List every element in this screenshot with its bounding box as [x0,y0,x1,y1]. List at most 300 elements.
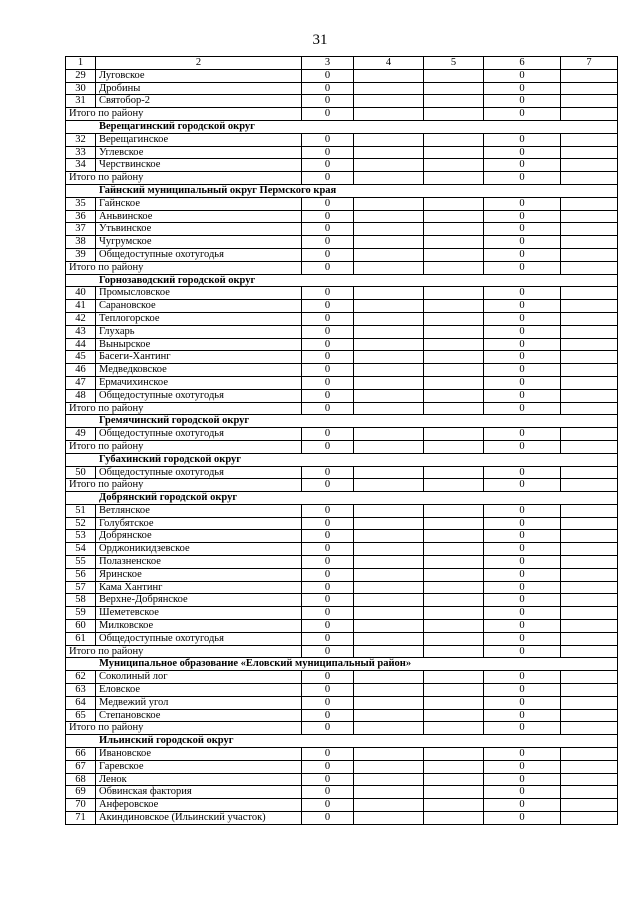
value-col-3: 0 [302,389,354,402]
hunting-grounds-table [65,56,618,825]
value-col-3: 0 [302,760,354,773]
value-col-6: 0 [484,159,561,172]
area-name: Черствинское [96,159,302,172]
value-col-7 [561,146,618,159]
value-col-3: 0 [302,248,354,261]
row-number: 52 [66,517,96,530]
value-col-7 [561,786,618,799]
value-col-4 [354,338,424,351]
total-col-3: 0 [302,645,354,658]
section-title: Добрянский городской округ [66,492,618,505]
value-col-7 [561,82,618,95]
value-col-3: 0 [302,325,354,338]
total-label: Итого по району [66,440,302,453]
value-col-6: 0 [484,351,561,364]
table-row [66,223,618,236]
value-col-3: 0 [302,69,354,82]
row-number: 66 [66,748,96,761]
area-name: Теплогорское [96,312,302,325]
table-row [66,466,618,479]
table-row [66,376,618,389]
section-title: Верещагинский городской округ [66,120,618,133]
value-col-7 [561,69,618,82]
section-header-row [66,735,618,748]
value-col-5 [424,389,484,402]
table-row [66,389,618,402]
value-col-6: 0 [484,338,561,351]
value-col-5 [424,351,484,364]
column-header: 3 [302,57,354,70]
row-number: 30 [66,82,96,95]
value-col-3: 0 [302,82,354,95]
table-row [66,287,618,300]
table-row [66,504,618,517]
table-row [66,159,618,172]
value-col-3: 0 [302,556,354,569]
row-number: 34 [66,159,96,172]
value-col-5 [424,146,484,159]
value-col-4 [354,517,424,530]
value-col-5 [424,504,484,517]
value-col-6: 0 [484,620,561,633]
value-col-6: 0 [484,568,561,581]
value-col-4 [354,786,424,799]
column-header: 4 [354,57,424,70]
value-col-5 [424,133,484,146]
value-col-7 [561,428,618,441]
table-row [66,338,618,351]
total-col-6: 0 [484,722,561,735]
area-name: Медвежий угол [96,696,302,709]
value-col-5 [424,556,484,569]
area-name: Луговское [96,69,302,82]
value-col-5 [424,594,484,607]
value-col-3: 0 [302,210,354,223]
value-col-5 [424,696,484,709]
area-name: Промысловское [96,287,302,300]
area-name: Глухарь [96,325,302,338]
value-col-5 [424,95,484,108]
value-col-4 [354,197,424,210]
table-row [66,594,618,607]
value-col-6: 0 [484,760,561,773]
value-col-6: 0 [484,133,561,146]
table-row [66,568,618,581]
table-row [66,69,618,82]
value-col-3: 0 [302,696,354,709]
value-col-4 [354,709,424,722]
area-name: Ивановское [96,748,302,761]
value-col-4 [354,504,424,517]
value-col-4 [354,351,424,364]
value-col-5 [424,760,484,773]
value-col-6: 0 [484,773,561,786]
value-col-7 [561,95,618,108]
table-row [66,709,618,722]
value-col-6: 0 [484,364,561,377]
area-name: Ветлянское [96,504,302,517]
value-col-4 [354,760,424,773]
table-body [66,69,618,824]
section-title: Губахинский городской округ [66,453,618,466]
value-col-7 [561,236,618,249]
area-name: Степановское [96,709,302,722]
row-number: 53 [66,530,96,543]
value-col-6: 0 [484,786,561,799]
total-col-3: 0 [302,479,354,492]
total-col-5 [424,440,484,453]
value-col-3: 0 [302,786,354,799]
value-col-3: 0 [302,543,354,556]
row-number: 33 [66,146,96,159]
value-col-3: 0 [302,364,354,377]
value-col-3: 0 [302,632,354,645]
value-col-5 [424,517,484,530]
table-row [66,517,618,530]
value-col-3: 0 [302,351,354,364]
value-col-4 [354,248,424,261]
value-col-6: 0 [484,69,561,82]
value-col-3: 0 [302,671,354,684]
area-name: Кама Хантинг [96,581,302,594]
total-col-3: 0 [302,172,354,185]
section-title: Ильинский городской округ [66,735,618,748]
table-row [66,581,618,594]
value-col-7 [561,568,618,581]
row-number: 37 [66,223,96,236]
section-header-row [66,415,618,428]
row-number: 38 [66,236,96,249]
value-col-6: 0 [484,223,561,236]
value-col-5 [424,709,484,722]
value-col-5 [424,210,484,223]
area-name: Басеги-Хантинг [96,351,302,364]
total-col-6: 0 [484,402,561,415]
area-name: Дробины [96,82,302,95]
table-row [66,556,618,569]
row-number: 57 [66,581,96,594]
column-header: 5 [424,57,484,70]
table-row [66,210,618,223]
total-col-7 [561,108,618,121]
value-col-5 [424,338,484,351]
area-name: Полазненское [96,556,302,569]
table-row [66,325,618,338]
row-number: 43 [66,325,96,338]
value-col-3: 0 [302,95,354,108]
row-number: 56 [66,568,96,581]
table-row [66,543,618,556]
value-col-5 [424,568,484,581]
row-number: 63 [66,684,96,697]
row-number: 60 [66,620,96,633]
row-number: 35 [66,197,96,210]
value-col-4 [354,799,424,812]
row-number: 58 [66,594,96,607]
total-col-4 [354,645,424,658]
value-col-6: 0 [484,581,561,594]
table-row [66,632,618,645]
value-col-3: 0 [302,581,354,594]
value-col-4 [354,287,424,300]
value-col-7 [561,287,618,300]
area-name: Голубятское [96,517,302,530]
value-col-4 [354,95,424,108]
row-number: 59 [66,607,96,620]
value-col-7 [561,671,618,684]
value-col-6: 0 [484,632,561,645]
section-title: Горнозаводский городской округ [66,274,618,287]
value-col-3: 0 [302,236,354,249]
value-col-4 [354,146,424,159]
area-name: Общедоступные охотугодья [96,428,302,441]
area-name: Анферовское [96,799,302,812]
area-name: Яринское [96,568,302,581]
row-number: 36 [66,210,96,223]
total-row [66,108,618,121]
table-row [66,812,618,825]
row-number: 55 [66,556,96,569]
row-number: 62 [66,671,96,684]
value-col-6: 0 [484,300,561,313]
total-col-7 [561,402,618,415]
value-col-5 [424,773,484,786]
value-col-4 [354,159,424,172]
total-col-3: 0 [302,108,354,121]
total-col-5 [424,645,484,658]
table-row [66,364,618,377]
value-col-4 [354,684,424,697]
value-col-5 [424,581,484,594]
total-label: Итого по району [66,402,302,415]
value-col-6: 0 [484,466,561,479]
value-col-4 [354,133,424,146]
value-col-3: 0 [302,223,354,236]
table-row [66,530,618,543]
value-col-6: 0 [484,82,561,95]
value-col-4 [354,812,424,825]
table-row [66,300,618,313]
value-col-4 [354,236,424,249]
area-name: Ленок [96,773,302,786]
value-col-3: 0 [302,197,354,210]
value-col-4 [354,594,424,607]
value-col-6: 0 [484,248,561,261]
row-number: 69 [66,786,96,799]
value-col-5 [424,248,484,261]
page-number: 31 [312,32,328,48]
value-col-3: 0 [302,146,354,159]
row-number: 48 [66,389,96,402]
area-name: Общедоступные охотугодья [96,466,302,479]
value-col-5 [424,428,484,441]
table-row [66,799,618,812]
total-col-7 [561,440,618,453]
area-name: Гайнское [96,197,302,210]
row-number: 71 [66,812,96,825]
value-col-4 [354,210,424,223]
value-col-7 [561,133,618,146]
row-number: 41 [66,300,96,313]
value-col-3: 0 [302,517,354,530]
total-col-5 [424,402,484,415]
value-col-7 [561,760,618,773]
table-row [66,786,618,799]
area-name: Ермачихинское [96,376,302,389]
area-name: Аньвинское [96,210,302,223]
value-col-3: 0 [302,684,354,697]
value-col-7 [561,556,618,569]
value-col-4 [354,620,424,633]
area-name: Еловское [96,684,302,697]
table-row [66,82,618,95]
value-col-3: 0 [302,620,354,633]
total-col-4 [354,261,424,274]
value-col-7 [561,607,618,620]
column-header: 1 [66,57,96,70]
value-col-6: 0 [484,696,561,709]
value-col-3: 0 [302,376,354,389]
row-number: 54 [66,543,96,556]
table-row [66,620,618,633]
value-col-4 [354,312,424,325]
section-title: Гремячинский городской округ [66,415,618,428]
table-row [66,95,618,108]
table-row [66,748,618,761]
value-col-7 [561,223,618,236]
value-col-4 [354,364,424,377]
total-col-7 [561,722,618,735]
area-name: Шеметевское [96,607,302,620]
column-header: 6 [484,57,561,70]
value-col-5 [424,632,484,645]
value-col-5 [424,684,484,697]
value-col-7 [561,594,618,607]
row-number: 44 [66,338,96,351]
value-col-4 [354,69,424,82]
value-col-6: 0 [484,95,561,108]
area-name: Гаревское [96,760,302,773]
row-number: 67 [66,760,96,773]
table-row [66,760,618,773]
column-header-row [66,57,618,70]
value-col-5 [424,82,484,95]
value-col-6: 0 [484,146,561,159]
area-name: Обвинская фактория [96,786,302,799]
value-col-7 [561,620,618,633]
table-row [66,684,618,697]
value-col-4 [354,82,424,95]
total-col-7 [561,172,618,185]
value-col-3: 0 [302,287,354,300]
table-row [66,236,618,249]
row-number: 47 [66,376,96,389]
value-col-7 [561,338,618,351]
area-name: Добрянское [96,530,302,543]
value-col-5 [424,376,484,389]
total-row [66,172,618,185]
total-col-5 [424,172,484,185]
value-col-6: 0 [484,389,561,402]
value-col-5 [424,236,484,249]
table-row [66,351,618,364]
table-row [66,146,618,159]
value-col-6: 0 [484,376,561,389]
total-label: Итого по району [66,722,302,735]
value-col-5 [424,530,484,543]
value-col-6: 0 [484,684,561,697]
value-col-3: 0 [302,748,354,761]
value-col-7 [561,709,618,722]
row-number: 45 [66,351,96,364]
value-col-6: 0 [484,197,561,210]
total-row [66,261,618,274]
value-col-5 [424,312,484,325]
value-col-7 [561,799,618,812]
value-col-7 [561,748,618,761]
section-header-row [66,453,618,466]
value-col-6: 0 [484,812,561,825]
value-col-7 [561,248,618,261]
total-row [66,645,618,658]
value-col-3: 0 [302,530,354,543]
value-col-7 [561,543,618,556]
row-number: 32 [66,133,96,146]
area-name: Соколиный лог [96,671,302,684]
value-col-5 [424,159,484,172]
total-col-7 [561,645,618,658]
total-col-3: 0 [302,722,354,735]
row-number: 61 [66,632,96,645]
row-number: 31 [66,95,96,108]
value-col-5 [424,671,484,684]
value-col-7 [561,312,618,325]
value-col-7 [561,376,618,389]
total-col-7 [561,479,618,492]
value-col-3: 0 [302,607,354,620]
value-col-4 [354,223,424,236]
value-col-4 [354,581,424,594]
row-number: 42 [66,312,96,325]
value-col-4 [354,607,424,620]
value-col-7 [561,504,618,517]
value-col-5 [424,620,484,633]
area-name: Общедоступные охотугодья [96,632,302,645]
row-number: 46 [66,364,96,377]
value-col-7 [561,389,618,402]
total-col-3: 0 [302,440,354,453]
value-col-4 [354,428,424,441]
value-col-7 [561,210,618,223]
total-col-3: 0 [302,261,354,274]
value-col-7 [561,351,618,364]
value-col-3: 0 [302,300,354,313]
area-name: Милковское [96,620,302,633]
value-col-7 [561,300,618,313]
total-row [66,440,618,453]
value-col-3: 0 [302,159,354,172]
table-row [66,197,618,210]
value-col-7 [561,684,618,697]
total-row [66,479,618,492]
value-col-7 [561,364,618,377]
value-col-5 [424,543,484,556]
value-col-5 [424,607,484,620]
value-col-5 [424,786,484,799]
table-row [66,773,618,786]
total-row [66,722,618,735]
area-name: Орджоникидзевское [96,543,302,556]
